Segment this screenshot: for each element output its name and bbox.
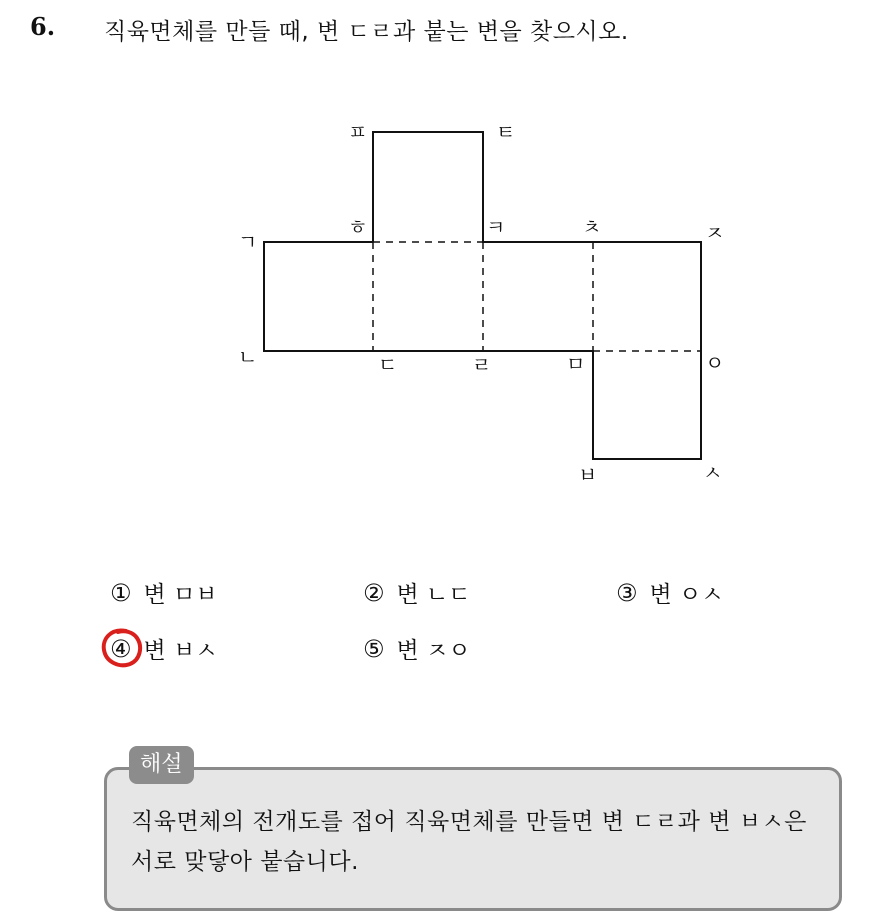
vertex-label-kieuk: ㅋ <box>486 215 506 239</box>
vertex-label-bieup: ㅂ <box>578 463 598 487</box>
vertex-label-hieut: ㅎ <box>348 215 368 239</box>
vertex-label-rieul: ㄹ <box>472 353 492 377</box>
explanation-tab: 해설 <box>129 746 194 784</box>
choice-1[interactable] <box>110 576 217 609</box>
question-text: 직육면체를 만들 때, 변 ㄷㄹ과 붙는 변을 찾으시오. <box>104 19 629 45</box>
choice-2[interactable] <box>363 576 470 609</box>
choice-number: ③ <box>616 578 638 607</box>
choice-number: ④ <box>110 634 132 663</box>
vertex-label-pieup: ㅍ <box>348 120 368 144</box>
vertex-label-giyeok: ㄱ <box>238 230 258 254</box>
choice-label: 변 ㅂㅅ <box>143 638 218 664</box>
choice-5[interactable] <box>363 632 470 665</box>
choice-label: 변 ㄴㄷ <box>396 582 471 608</box>
vertex-label-mieum: ㅁ <box>566 352 586 376</box>
choice-label: 변 ㅁㅂ <box>143 582 218 608</box>
choice-label: 변 ㅇㅅ <box>649 582 724 608</box>
vertex-label-tieut: ㅌ <box>496 120 516 144</box>
vertex-label-nieun: ㄴ <box>238 345 258 369</box>
vertex-label-ieung: ㅇ <box>705 351 725 375</box>
vertex-label-chieut: ㅊ <box>582 215 602 239</box>
question-number: 6. <box>30 12 56 41</box>
explanation-text: 직육면체의 전개도를 접어 직육면체를 만들면 변 ㄷㄹ과 변 ㅂㅅ은 서로 맞닿아 붙습니다. <box>131 809 807 875</box>
answer-circle-mark <box>99 625 145 671</box>
vertex-label-digeut: ㄷ <box>378 353 398 377</box>
vertex-label-siot: ㅅ <box>703 461 723 485</box>
choice-number: ⑤ <box>363 634 385 663</box>
vertex-label-jieut: ㅈ <box>705 221 725 245</box>
choice-number: ① <box>110 578 132 607</box>
choice-label: 변 ㅈㅇ <box>396 638 471 664</box>
answer-circle-stroke <box>104 630 140 665</box>
choice-3[interactable] <box>616 576 723 609</box>
explanation-box <box>104 767 842 911</box>
choice-number: ② <box>363 578 385 607</box>
